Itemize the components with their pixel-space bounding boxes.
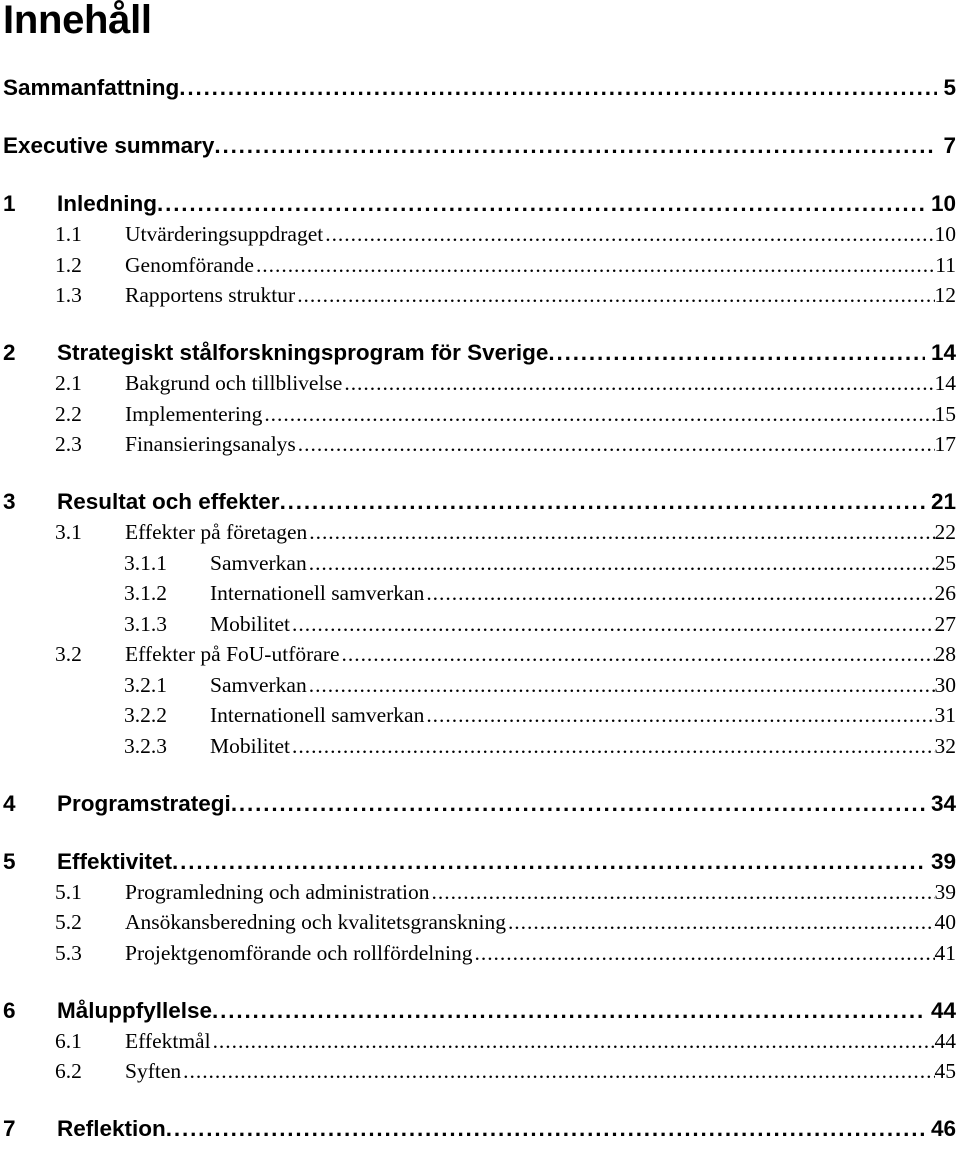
toc-entry-number: 3.1 (55, 520, 82, 544)
toc-entry-title: Programledning och administration (125, 880, 430, 904)
toc-entry-number: 3.2.1 (124, 673, 167, 697)
toc-entry-page-number: 22 (934, 520, 956, 544)
toc-entry[interactable] (55, 251, 956, 279)
toc-entry[interactable] (55, 640, 956, 668)
toc-entry-number: 3 (3, 489, 16, 514)
toc-entry-title: Implementering (125, 402, 263, 426)
toc-entry-title: Inledning (57, 191, 157, 216)
toc-entry[interactable] (124, 610, 956, 638)
toc-entry-page-number: 10 (934, 222, 956, 246)
toc-dot-leader (179, 73, 937, 103)
toc-entry-number: 3.1.1 (124, 551, 167, 575)
toc-dot-leader (213, 1027, 935, 1055)
toc-entry[interactable] (3, 73, 956, 103)
toc-entry-title: Projektgenomförande och rollfördelning (125, 941, 473, 965)
toc-entry-title: Syften (125, 1059, 182, 1083)
toc-entry-title: Strategiskt stålforskningsprogram för Sverige (57, 340, 549, 365)
toc-entry-page-number: 32 (934, 734, 956, 758)
toc-entry-title: Mobilitet (210, 612, 291, 636)
toc-entry[interactable] (3, 189, 956, 219)
toc-entry[interactable] (3, 131, 956, 161)
toc-entry[interactable] (124, 549, 956, 577)
toc-entry[interactable] (3, 996, 956, 1026)
toc-entry[interactable] (55, 220, 956, 248)
toc-entry[interactable] (124, 732, 956, 760)
toc-entry-number: 1.3 (55, 283, 82, 307)
toc-dot-leader (280, 487, 925, 517)
toc-entry[interactable] (3, 789, 956, 819)
toc-entry-title: Ansökansberedning och kvalitetsgranskning (125, 910, 506, 934)
toc-entry-number: 5.3 (55, 941, 82, 965)
toc-entry-page-number: 45 (934, 1059, 956, 1083)
toc-entry-title: Finansieringsanalys (125, 432, 296, 456)
toc-dot-leader (212, 996, 925, 1026)
toc-dot-leader (264, 400, 934, 428)
toc-entry-page-number: 21 (930, 489, 956, 514)
toc-entry-page-number: 39 (930, 849, 956, 874)
toc-entry-page-number: 39 (934, 880, 956, 904)
toc-entry-number: 3.2.2 (124, 703, 167, 727)
toc-entry-page-number: 44 (930, 998, 956, 1023)
toc-dot-leader (548, 338, 925, 368)
toc-entry[interactable] (55, 1027, 956, 1055)
toc-entry-title: Effekter på FoU-utförare (125, 642, 340, 666)
toc-dot-leader (309, 549, 935, 577)
toc-dot-leader (214, 131, 937, 161)
toc-dot-leader (475, 939, 935, 967)
toc-entry[interactable] (3, 487, 956, 517)
toc-entry-page-number: 46 (930, 1116, 956, 1141)
toc-entry-page-number: 31 (934, 703, 956, 727)
toc-entry[interactable] (124, 579, 956, 607)
toc-entry-title: Mobilitet (210, 734, 291, 758)
toc-entry-page-number: 40 (934, 910, 956, 934)
toc-dot-leader (292, 732, 934, 760)
toc-entry-number: 3.1.3 (124, 612, 167, 636)
toc-entry-title: Samverkan (210, 673, 307, 697)
toc-entry-page-number: 25 (934, 551, 956, 575)
toc-dot-leader (292, 610, 934, 638)
toc-entry-number: 5.2 (55, 910, 82, 934)
toc-dot-leader (432, 878, 935, 906)
toc-entry-number: 1.1 (55, 222, 82, 246)
toc-entry-number: 1 (3, 191, 16, 216)
toc-entry-number: 1.2 (55, 253, 82, 277)
toc-entry-page-number: 17 (934, 432, 956, 456)
toc-entry-page-number: 34 (930, 791, 956, 816)
toc-entry-page-number: 14 (930, 340, 956, 365)
toc-entry[interactable] (124, 701, 956, 729)
toc-entry[interactable] (124, 671, 956, 699)
toc-entry-title: Bakgrund och tillblivelse (125, 371, 343, 395)
toc-entry-title: Effektivitet (57, 849, 173, 874)
toc-dot-leader (426, 701, 934, 729)
toc-entry-page-number: 15 (934, 402, 956, 426)
toc-entry-title: Effektmål (125, 1029, 211, 1053)
toc-entry-title: Executive summary (3, 133, 215, 158)
toc-entry-page-number: 5 (943, 75, 956, 100)
toc-entry-number: 4 (3, 791, 16, 816)
toc-entry-title: Samverkan (210, 551, 307, 575)
toc-dot-leader (325, 220, 934, 248)
toc-entry-title: Utvärderingsuppdraget (125, 222, 324, 246)
toc-dot-leader (297, 281, 934, 309)
page-title: Innehåll (3, 0, 152, 42)
toc-entry-page-number: 30 (934, 673, 956, 697)
toc-entry-number: 6 (3, 998, 16, 1023)
toc-dot-leader (508, 908, 935, 936)
toc-entry[interactable] (55, 400, 956, 428)
toc-entry-number: 6.1 (55, 1029, 82, 1053)
toc-dot-leader (298, 430, 935, 458)
toc-entry-number: 2 (3, 340, 16, 365)
toc-entry-page-number: 7 (943, 133, 956, 158)
toc-entry-number: 5 (3, 849, 16, 874)
toc-entry[interactable] (3, 847, 956, 877)
toc-entry-number: 6.2 (55, 1059, 82, 1083)
toc-entry-title: Resultat och effekter (57, 489, 280, 514)
toc-entry-number: 2.1 (55, 371, 82, 395)
toc-dot-leader (231, 789, 925, 819)
toc-entry-number: 3.2 (55, 642, 82, 666)
toc-entry-number: 3.1.2 (124, 581, 167, 605)
toc-entry[interactable] (55, 518, 956, 546)
toc-entry-title: Reflektion (57, 1116, 166, 1141)
toc-entry[interactable] (55, 281, 956, 309)
toc-dot-leader (342, 640, 935, 668)
toc-entry-page-number: 14 (934, 371, 956, 395)
toc-entry[interactable] (55, 908, 956, 936)
toc-entry-number: 5.1 (55, 880, 82, 904)
toc-entry-page-number: 41 (934, 941, 956, 965)
toc-entry-title: Programstrategi (57, 791, 231, 816)
toc-entry[interactable] (3, 1114, 956, 1144)
toc-entry-page-number: 44 (934, 1029, 956, 1053)
toc-dot-leader (256, 251, 935, 279)
toc-entry-title: Effekter på företagen (125, 520, 308, 544)
toc-entry[interactable] (55, 878, 956, 906)
toc-dot-leader (426, 579, 934, 607)
toc-entry-page-number: 27 (934, 612, 956, 636)
toc-entry-page-number: 12 (934, 283, 956, 307)
toc-dot-leader (309, 518, 934, 546)
toc-entry-number: 2.3 (55, 432, 82, 456)
toc-dot-leader (157, 189, 925, 219)
toc-entry-title: Internationell samverkan (210, 703, 425, 727)
toc-entry-title: Genomförande (125, 253, 254, 277)
toc-entry[interactable] (55, 939, 956, 967)
toc-dot-leader (183, 1057, 934, 1085)
toc-entry-page-number: 10 (930, 191, 956, 216)
toc-entry-number: 3.2.3 (124, 734, 167, 758)
toc-entry-title: Rapportens struktur (125, 283, 296, 307)
toc-dot-leader (309, 671, 935, 699)
toc-dot-leader (172, 847, 925, 877)
toc-entry-number: 2.2 (55, 402, 82, 426)
toc-entry-page-number: 11 (935, 253, 956, 277)
toc-entry-page-number: 26 (934, 581, 956, 605)
toc-dot-leader (344, 369, 934, 397)
toc-entry[interactable] (55, 1057, 956, 1085)
toc-dot-leader (166, 1114, 925, 1144)
toc-entry-page-number: 28 (934, 642, 956, 666)
toc-entry[interactable] (55, 369, 956, 397)
toc-entry[interactable] (55, 430, 956, 458)
toc-entry-title: Internationell samverkan (210, 581, 425, 605)
toc-entry[interactable] (3, 338, 956, 368)
toc-entry-number: 7 (3, 1116, 16, 1141)
toc-entry-title: Måluppfyllelse (57, 998, 213, 1023)
toc-entry-title: Sammanfattning (3, 75, 180, 100)
